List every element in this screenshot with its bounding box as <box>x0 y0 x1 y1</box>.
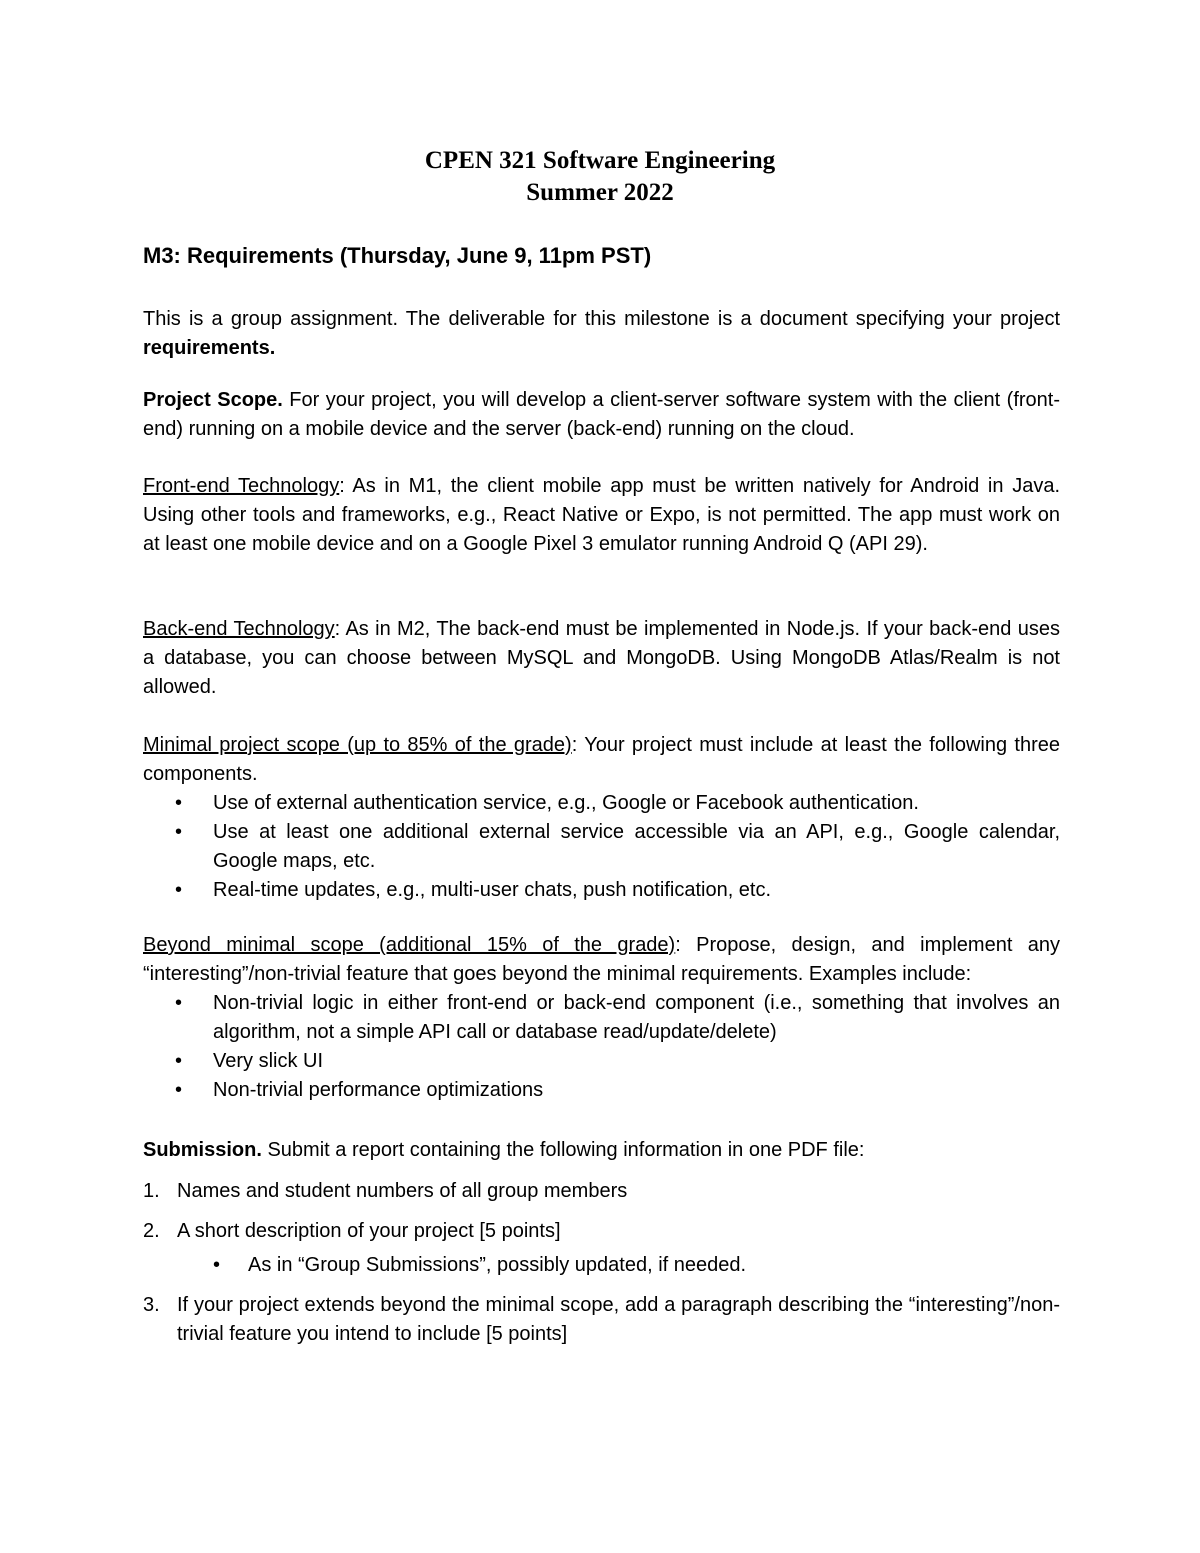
submission-item-3: If your project extends beyond the minimal scope, add a paragraph describing the “interesting”/non-trivial feature you intend to include [5 points] <box>177 1294 1060 1345</box>
submission-text: Submit a report containing the following information in one PDF file: <box>261 1139 865 1161</box>
scope-paragraph <box>143 386 1060 444</box>
list-item: • Non-trivial performance optimizations <box>143 1076 1060 1105</box>
minimal-scope-section <box>143 731 1060 905</box>
list-item: • Use at least one additional external service accessible via an API, e.g., Google calendar, Google maps, etc. <box>143 818 1060 876</box>
list-item: • Non-trivial logic in either front-end or back-end component (i.e., something that involves an algorithm, not a simple API call or database read/update/delete) <box>143 989 1060 1047</box>
list-item: • Real-time updates, e.g., multi-user chats, push notification, etc. <box>143 876 1060 905</box>
intro-text: This is a group assignment. The deliverable for this milestone is a document specifying your project <box>143 308 1060 330</box>
submission-label: Submission. <box>143 1139 262 1161</box>
list-item: • Use of external authentication service, e.g., Google or Facebook authentication. <box>143 789 1060 818</box>
minimal-text: : Your project must include at least the following three components. <box>143 734 1060 785</box>
beyond-scope-section <box>143 931 1060 1105</box>
beyond-label: Beyond minimal scope (additional 15% of the grade) <box>143 934 676 956</box>
backend-text: : As in M2, The back-end must be implemented in Node.js. If your back-end uses a database, you can choose between MySQL and MongoDB. Using MongoDB Atlas/Realm is not allowed. <box>143 618 1060 698</box>
list-number: 2. <box>143 1220 160 1242</box>
list-number: 3. <box>143 1294 160 1316</box>
minimal-list <box>143 789 1060 905</box>
frontend-text: : As in M1, the client mobile app must be written natively for Android in Java. Using other tools and frameworks, e.g., React Native or Expo, is not permitted. The app must work on at least one mobile device and on a Google Pixel 3 emulator running Android Q (API 29). <box>143 475 1061 555</box>
bullet-icon: • <box>213 1254 221 1276</box>
term-title: Summer 2022 <box>526 179 674 206</box>
submission-sub-item <box>213 1251 1060 1280</box>
list-number: 1. <box>143 1180 160 1202</box>
frontend-label: Front-end Technology <box>143 475 340 497</box>
intro-bold: requirements <box>143 337 270 359</box>
scope-text: For your project, you will develop a client-server software system with the client (front-end) running on a mobile device and the server (back-end) running on the cloud. <box>143 389 1060 440</box>
milestone-heading: M3: Requirements (Thursday, June 9, 11pm PST) <box>143 243 652 268</box>
beyond-list <box>143 989 1060 1105</box>
scope-label: Project Scope. <box>143 389 283 411</box>
beyond-scope-intro <box>143 931 1060 989</box>
beyond-text: : Propose, design, and implement any “interesting”/non-trivial feature that goes beyond the minimal requirements. Examples include: <box>143 934 1060 985</box>
submission-item-1: Names and student numbers of all group members <box>177 1180 628 1202</box>
minimal-label: Minimal project scope (up to 85% of the grade) <box>143 734 572 756</box>
submission-paragraph <box>143 1136 1060 1165</box>
course-title: CPEN 321 Software Engineering <box>424 147 776 174</box>
intro-end: . <box>269 337 276 359</box>
list-item: • Very slick UI <box>143 1047 1060 1076</box>
frontend-paragraph <box>143 472 1060 559</box>
sub-item-text: As in “Group Submissions”, possibly updated, if needed. <box>248 1254 747 1276</box>
backend-paragraph <box>143 615 1060 702</box>
minimal-scope-intro <box>143 731 1060 789</box>
intro-paragraph <box>143 305 1060 363</box>
backend-label: Back-end Technology <box>143 618 335 640</box>
submission-item-2: A short description of your project [5 points] <box>177 1220 561 1242</box>
